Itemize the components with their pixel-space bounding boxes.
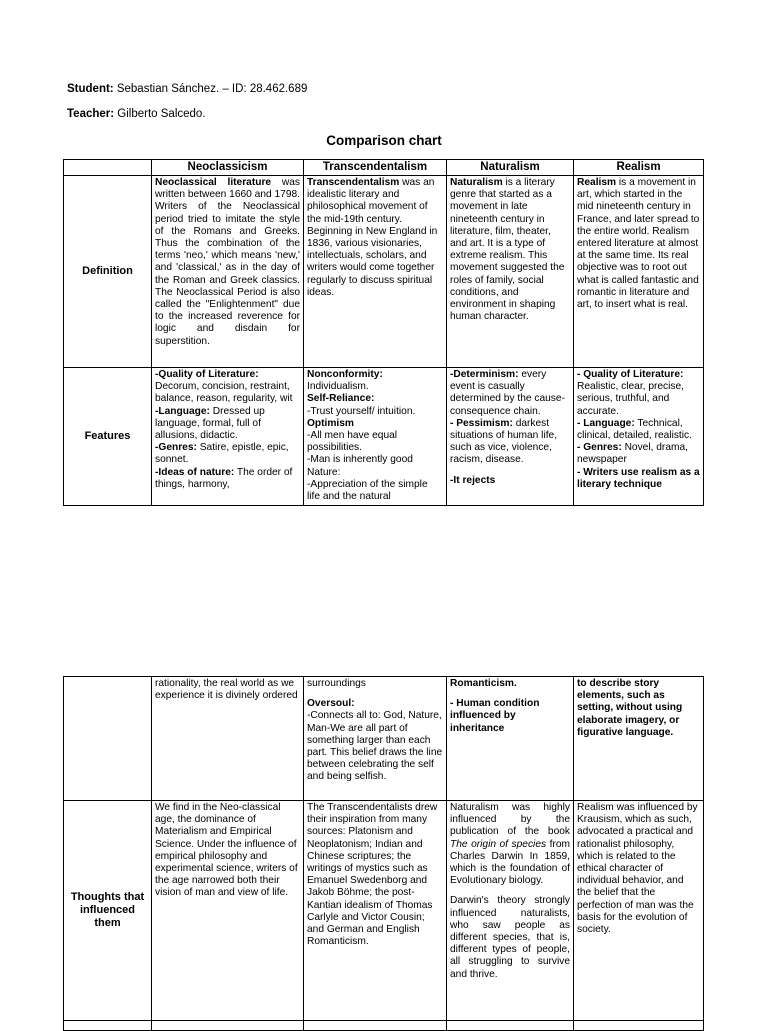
features-neoclassicism [152, 368, 304, 506]
definition-row [64, 176, 704, 368]
feature-line: -Appreciation of the simple life and the natural [307, 478, 428, 503]
thoughts-nat-paragraph1: Naturalism was highly influenced by the publication of the book The origin of species from Charles Darwin In 1859, which is the foundation of Evolutionary biology. [450, 802, 570, 887]
feature-line: - Writers use realism as a literary technique [577, 466, 700, 490]
row-label-thoughts: Thoughts that influenced them [64, 801, 152, 1021]
student-label: Student: [67, 83, 114, 95]
feature-line: -Language: Dressed up language, formal, full of allusions, didactic. [155, 405, 265, 442]
row-label-features: Features [64, 368, 152, 506]
feature-line: to describe story elements, such as setting, without using elaborate imagery, or figurative language. [577, 678, 683, 738]
student-line [67, 83, 307, 95]
feature-line: - Genres: Novel, drama, newspaper [577, 442, 688, 466]
table-header-row [64, 160, 704, 176]
definition-neoclassicism [152, 176, 304, 368]
thoughts-realism: Realism was influenced by Krausism, which as such, advocated a practical and rationalist philosophy, which is related to the ethical character of individual behavior, and the belief that the perfection of man was the basis for the evolution of society. [574, 801, 704, 1021]
comparison-table-part2 [63, 676, 704, 1031]
definition-neo-text: was written between 1660 and 1798. Writers of the Neoclassical period tried to imitate the style of the Romans and Greeks. Thus the combination of the terms 'neo,' which means 'new,' and 'classical,' as in the day of the Roman and Greek classics. The Neoclassical Period is also called the "Enlightenment" due to the increased reverence for logic and disdain for superstition. [155, 177, 300, 347]
features-realism [574, 368, 704, 506]
features-neoclassicism-continued: rationality, the real world as we experience it is divinely ordered [152, 677, 304, 801]
row-label-definition: Definition [64, 176, 152, 368]
feature-line: - Human condition influenced by inheritance [450, 698, 540, 734]
feature-line: -Trust yourself/ intuition. [307, 405, 416, 417]
definition-realism [574, 176, 704, 368]
feature-line: -Determinism: every event is casually determined by the cause-consequence chain. [450, 369, 565, 417]
teacher-label: Teacher: [67, 108, 115, 120]
corner-cell [64, 160, 152, 176]
features-row [64, 368, 704, 506]
teacher-value: Gilberto Salcedo. [117, 108, 206, 120]
definition-nat-text: is a literary genre that started as a movement in late nineteenth century in literature, film, theater, and art. It is a type of extreme realism. This movement suggested the roles of family, social conditions, and environment in shaping human character. [450, 177, 565, 323]
column-header-transcendentalism: Transcendentalism [304, 160, 447, 176]
features-transcendentalism [304, 368, 447, 506]
feature-line: -It rejects [450, 474, 496, 486]
definition-naturalism [447, 176, 574, 368]
feature-line: surroundings [307, 678, 366, 689]
thoughts-row [64, 801, 704, 1021]
definition-nat-term: Naturalism [450, 177, 503, 188]
feature-line: Optimism [307, 417, 354, 429]
definition-trans-term: Transcendentalism [307, 177, 400, 188]
feature-line: -Ideas of nature: The order of things, harmony, [155, 466, 293, 490]
feature-line: -Genres: Satire, epistle, epic, sonnet. [155, 442, 289, 466]
spacer [307, 690, 443, 698]
definition-real-term: Realism [577, 177, 617, 188]
features-transcendentalism-continued [304, 677, 447, 801]
features-continued-row [64, 677, 704, 801]
thoughts-transcendentalism: The Transcendentalists drew their inspiration from many sources: Platonism and Neoplatonism; Indian and Chinese scriptures; the writings of mystics such as Emanuel Swedenborg and Jakob Böhme; the post-Kantian idealism of Thomas Carlyle and Victor Cousin; and German and English Romanticism. [304, 801, 447, 1021]
features-naturalism [447, 368, 574, 506]
teacher-line [67, 108, 206, 120]
spacer [450, 467, 570, 475]
feature-line: - Quality of Literature: Realistic, clear, precise, serious, truthful, and accurate. [577, 369, 685, 417]
feature-line: - Pessimism: darkest situations of human life, such as vice, violence, racism, disease. [450, 417, 558, 466]
student-value: Sebastian Sánchez. – ID: 28.462.689 [116, 83, 308, 95]
page-title: Comparison chart [326, 133, 442, 148]
feature-line: Nonconformity: [307, 369, 383, 380]
feature-line: - Language: Technical, clinical, detailed, realistic. [577, 417, 692, 442]
thoughts-naturalism [447, 801, 574, 1021]
comparison-table-part1 [63, 159, 704, 506]
feature-line: Decorum, concision, restraint, balance, reason, regularity, wit [155, 381, 293, 405]
feature-line: -Quality of Literature: [155, 369, 259, 380]
features-realism-continued [574, 677, 704, 801]
definition-neo-term: Neoclassical literature [155, 177, 272, 188]
spacer [450, 887, 570, 895]
feature-line: -Connects all to: God, Nature, Man-We are all part of something larger than each part. This belief draws the line between celebrating the self and being selfish. [307, 710, 443, 783]
feature-line: Oversoul: [307, 698, 355, 710]
spacer [450, 690, 570, 698]
thoughts-neoclassicism: We find in the Neo-classical age, the dominance of Materialism and Empirical Science. Under the influence of empirical philosophy and experimental science, writers of the age narrowed both their vision of man and view of life. [152, 801, 304, 1021]
thoughts-nat-paragraph2: Darwin's theory strongly influenced naturalists, who saw people as different species, that is, different types of people, all struggling to survive and thrive. [450, 895, 570, 980]
definition-real-text: is a movement in art, which started in the mid nineteenth century in France, and later spread to the entire world. Realism entered literature at almost at the same time. Its real objective was to root out what is called fantastic and romantic in literature and art, to insert what is real. [577, 177, 700, 311]
feature-line: Self-Reliance: [307, 393, 375, 405]
column-header-neoclassicism: Neoclassicism [152, 160, 304, 176]
feature-line: Individualism. [307, 381, 369, 393]
feature-line: -Man is inherently good Nature: [307, 454, 413, 478]
definition-trans-text: was an idealistic literary and philosophical movement of the mid-19th century. Beginning in New England in 1836, various visionaries, intellectuals, scholars, and writers would come together regularly to discuss spiritual ideas. [307, 177, 438, 298]
row-label-empty [64, 677, 152, 801]
book-title: The origin of species [450, 838, 547, 850]
definition-transcendentalism [304, 176, 447, 368]
feature-line: -All men have equal possibilities. [307, 430, 398, 454]
column-header-realism: Realism [574, 160, 704, 176]
column-header-naturalism: Naturalism [447, 160, 574, 176]
feature-line: Romanticism. [450, 678, 517, 689]
features-naturalism-continued [447, 677, 574, 801]
next-row-cut [64, 1021, 704, 1031]
